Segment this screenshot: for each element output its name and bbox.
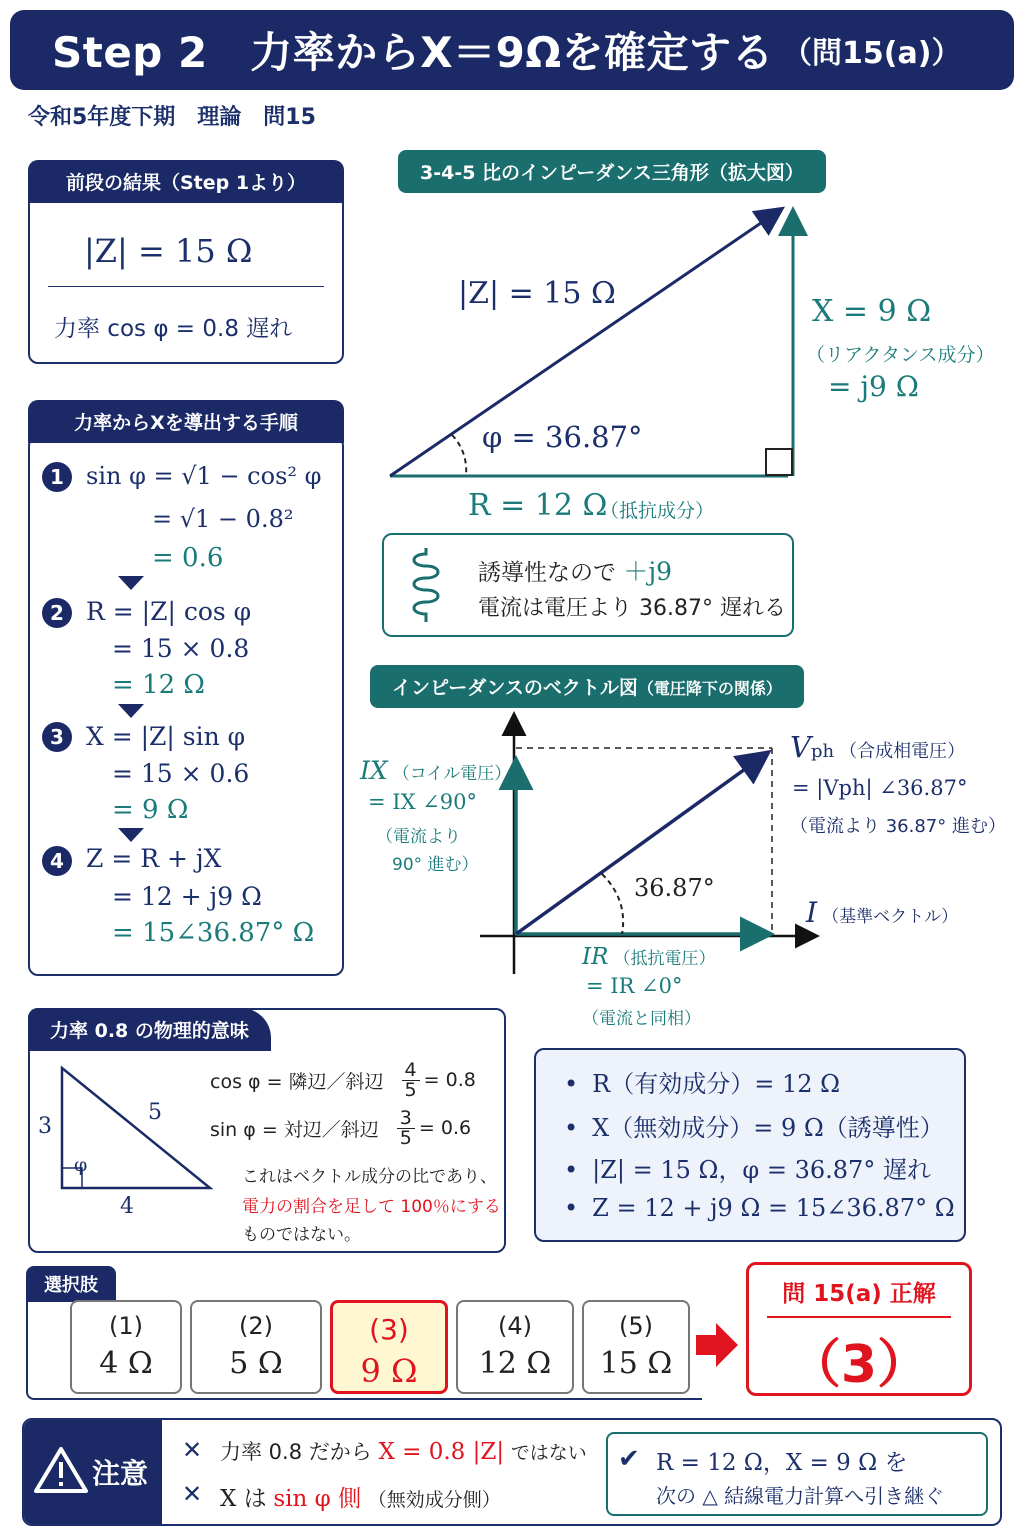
step-3-line-3: = 9 Ω [112, 795, 189, 825]
ratio-triangle [40, 1060, 230, 1200]
carry-over-line-1: R = 12 Ω，X = 9 Ω を [656, 1450, 908, 1476]
step-3-line-1: X = |Z| sin φ [86, 722, 246, 751]
choices-tab: 選択肢 [26, 1266, 116, 1302]
inductive-note-line-1: 誘導性なので ＋j9 [478, 557, 672, 586]
step-4-line-3: = 15∠36.87° Ω [112, 918, 315, 948]
arrow-down-icon [118, 704, 144, 718]
ir-label: IR [582, 944, 609, 970]
carry-over-line-2: 次の △ 結線電力計算へ引き継ぐ [656, 1484, 945, 1508]
ir-phase: （電流と同相） [582, 1009, 701, 1029]
ix-note: （コイル電圧） [392, 764, 512, 784]
caution-item-1: 力率 0.8 だから X = 0.8 |Z| ではない [220, 1439, 587, 1465]
choice-5[interactable]: (5) 15 Ω [582, 1300, 690, 1394]
v-note: （合成相電圧） [839, 741, 966, 762]
answer-divider [767, 1316, 951, 1318]
ix-angle: = IX ∠90° [368, 790, 478, 814]
angle-arc [602, 874, 623, 934]
side-4-label: 4 [120, 1194, 134, 1219]
i-label: I [806, 896, 818, 929]
vector-tab: インピーダンスのベクトル図（電圧降下の関係） [370, 665, 804, 708]
meaning-tab: 力率 0.8 の物理的意味 [28, 1008, 271, 1051]
warning-icon [34, 1446, 88, 1494]
step-4-line-2: = 12 + j9 Ω [112, 882, 262, 911]
cos-fraction: $\frac{4}{5}$ [402, 1061, 420, 1100]
side-3-label: 3 [38, 1114, 52, 1139]
i-note: （基準ベクトル） [822, 907, 959, 927]
ir-label-group [582, 944, 716, 970]
choice-3-selected[interactable]: (3) 9 Ω [330, 1300, 448, 1394]
triangle-r-label: R = 12 Ω [468, 488, 608, 523]
summary-item-4: • Z = 12 + j9 Ω = 15∠36.87° Ω [564, 1194, 955, 1222]
page-title-suffix: （問15(a)） [782, 36, 962, 71]
vector-diagram [470, 710, 830, 975]
page-title: Step 2 力率からX＝9Ωを確定する [52, 28, 775, 77]
procedure-tab: 力率からXを導出する手順 [28, 400, 344, 443]
step-4-badge: 4 [42, 846, 72, 876]
caution-label: 注意 [92, 1457, 149, 1490]
triangle-tab: 3-4-5 比のインピーダンス三角形（拡大図） [398, 150, 826, 193]
meaning-note-3: ものではない。 [242, 1225, 361, 1245]
step-4-line-1: Z = R + jX [86, 844, 222, 873]
cos-equation: cos φ = 隣辺／斜辺 $\frac{4}{5}$ = 0.8 [210, 1058, 476, 1101]
coil-icon [406, 546, 446, 624]
step-1-badge: 1 [42, 462, 72, 492]
step-2-line-2: = 15 × 0.8 [112, 634, 250, 663]
previous-pf: 力率 cos φ = 0.8 遅れ [54, 316, 293, 342]
triangle-r-note: （抵抗成分） [600, 500, 715, 522]
answer-title: 問 15(a) 正解 [782, 1281, 936, 1307]
triangle-x-note: （リアクタンス成分） [806, 344, 995, 366]
step-3-line-2: = 15 × 0.6 [112, 759, 250, 788]
summary-item-3: • |Z| = 15 Ω，φ = 36.87° 遅れ [564, 1150, 931, 1185]
phi-arc [452, 435, 466, 476]
triangle-x-label: X = 9 Ω [812, 294, 932, 329]
v-lead: （電流より 36.87° 進む） [790, 816, 1006, 837]
vector-angle-label: 36.87° [634, 874, 715, 902]
step-1-line-1: sin φ = √1 − cos² φ [86, 462, 322, 490]
side-5-label: 5 [148, 1100, 162, 1125]
phi-label: φ [74, 1154, 88, 1176]
i-label-group [806, 896, 958, 929]
v-vector [516, 754, 766, 934]
arrow-down-icon [118, 576, 144, 590]
ir-note: （抵抗電圧） [613, 949, 716, 969]
summary-item-1: • R（有効成分）= 12 Ω [564, 1064, 840, 1099]
answer-value: （3） [788, 1335, 930, 1395]
triangle-phi-label: φ = 36.87° [482, 420, 643, 454]
check-icon: ✔ [618, 1444, 640, 1474]
inductive-note-line-2: 電流は電圧より 36.87° 遅れる [478, 596, 786, 621]
arrow-right-icon [694, 1320, 740, 1370]
cross-icon: ✕ [182, 1436, 203, 1464]
previous-divider [48, 286, 324, 287]
step-1-line-2: = √1 − 0.8² [152, 505, 294, 533]
v-label: V [790, 730, 811, 764]
triangle-z-label: |Z| = 15 Ω [458, 276, 616, 311]
summary-item-2: • X（無効成分）= 9 Ω（誘導性） [564, 1108, 944, 1143]
previous-result-tab: 前段の結果（Step 1より） [28, 160, 344, 203]
choice-4[interactable]: (4) 12 Ω [456, 1300, 574, 1394]
step-3-badge: 3 [42, 722, 72, 752]
summary-panel [534, 1048, 966, 1242]
ir-angle: = IR ∠0° [586, 974, 683, 998]
triangle-x-j: = j9 Ω [828, 370, 919, 403]
page-header [10, 10, 1014, 90]
exam-subtitle: 令和5年度下期 理論 問15 [28, 105, 316, 130]
v-sub: ph [810, 741, 835, 762]
choice-2[interactable]: (2) 5 Ω [190, 1300, 322, 1394]
ix-lead-1: （電流より [376, 827, 461, 847]
ix-lead-2: 90° 進む） [392, 855, 479, 875]
sin-fraction: $\frac{3}{5}$ [397, 1109, 415, 1148]
inductive-note-j: ＋j9 [623, 557, 672, 586]
v-label-group [790, 730, 965, 764]
v-angle: = |Vph| ∠36.87° [792, 776, 968, 800]
step-2-badge: 2 [42, 598, 72, 628]
right-angle-mark [766, 449, 792, 475]
caution-item-2: X は sin φ 側 （無効成分側） [220, 1486, 501, 1512]
ix-label-group [360, 756, 511, 785]
choice-1[interactable]: (1) 4 Ω [70, 1300, 182, 1394]
answer-box [746, 1262, 972, 1396]
sin-equation: sin φ = 対辺／斜辺 $\frac{3}{5}$ = 0.6 [210, 1106, 472, 1149]
meaning-note-2: 電力の割合を足して 100％にする [242, 1197, 501, 1217]
meaning-note-1: これはベクトル成分の比であり、 [242, 1167, 497, 1187]
step-2-line-1: R = |Z| cos φ [86, 597, 252, 626]
previous-z: |Z| = 15 Ω [84, 232, 253, 270]
step-2-line-3: = 12 Ω [112, 670, 205, 700]
arrow-down-icon [118, 828, 144, 842]
ix-label: IX [360, 756, 388, 785]
step-1-line-3: = 0.6 [152, 543, 224, 573]
cross-icon: ✕ [182, 1480, 203, 1508]
